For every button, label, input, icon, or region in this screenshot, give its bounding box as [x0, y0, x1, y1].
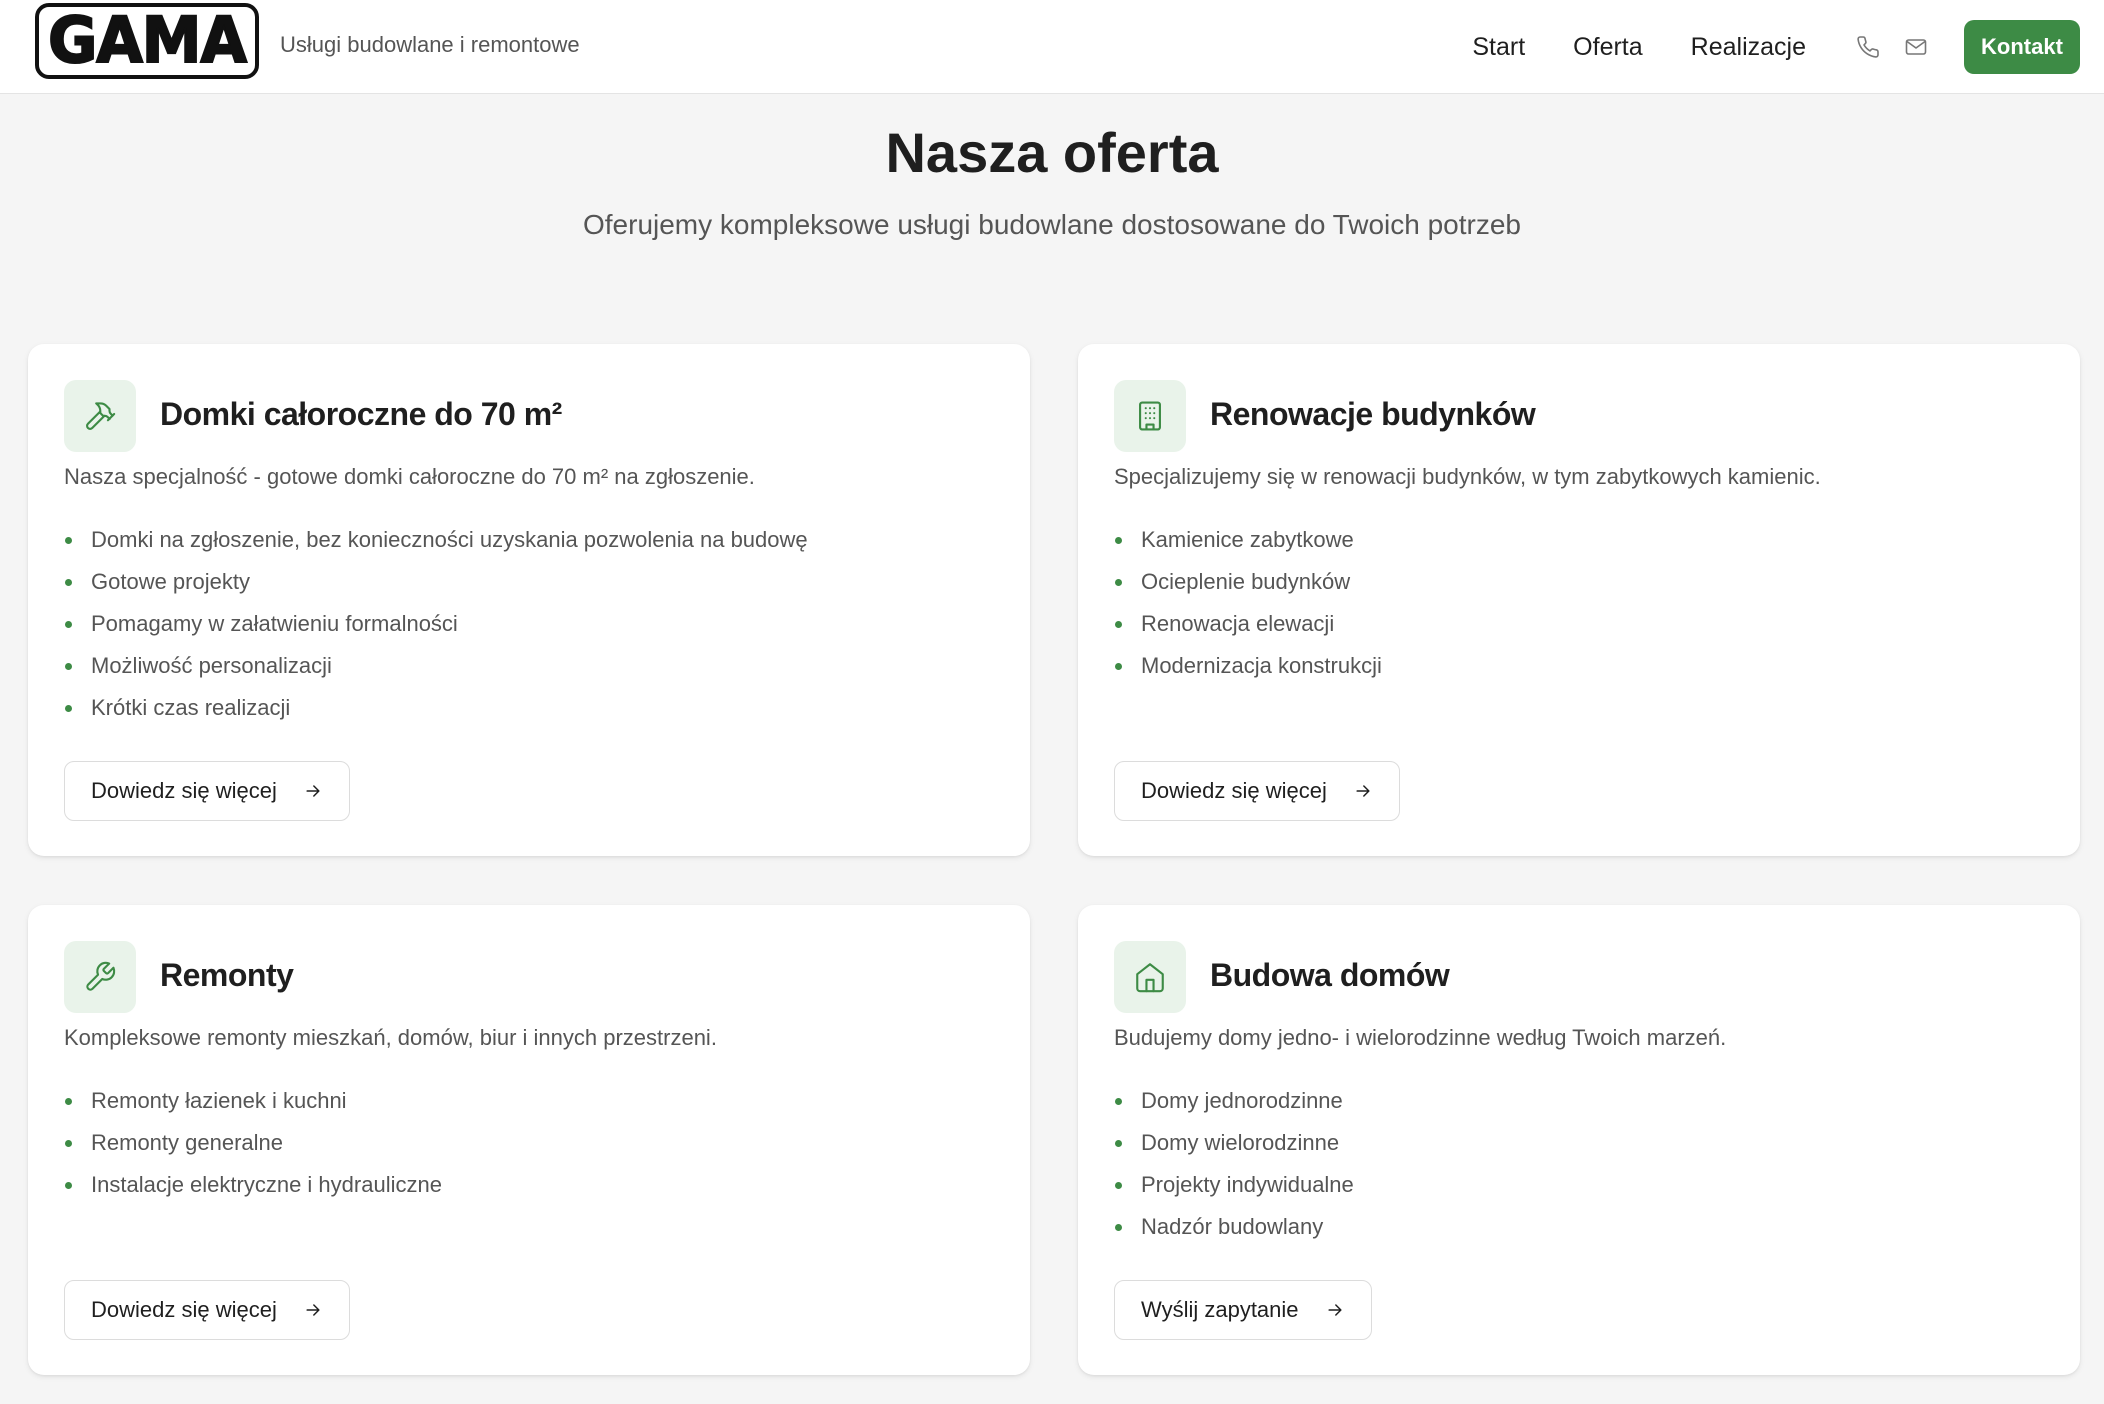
list-item: Domki na zgłoszenie, bez konieczności uzyskania pozwolenia na budowę — [64, 526, 808, 568]
tagline: Usługi budowlane i remontowe — [280, 32, 580, 57]
hammer-icon — [64, 380, 136, 452]
offer-card-domki — [28, 344, 1030, 856]
phone-icon[interactable] — [1854, 33, 1882, 61]
list-item: Modernizacja konstrukcji — [1114, 652, 1382, 694]
logo-text: GAMA — [48, 4, 246, 78]
main-nav — [1472, 0, 2104, 94]
nav-link-realizacje[interactable]: Realizacje — [1690, 32, 1806, 61]
learn-more-button[interactable] — [64, 1280, 350, 1340]
list-item: Domy jednorodzinne — [1114, 1087, 1354, 1129]
button-label: Dowiedz się więcej — [91, 1297, 277, 1322]
list-item: Remonty łazienek i kuchni — [64, 1087, 442, 1129]
wrench-icon — [64, 941, 136, 1013]
button-label: Wyślij zapytanie — [1141, 1297, 1299, 1322]
list-item: Remonty generalne — [64, 1129, 442, 1171]
arrow-right-icon — [1325, 1300, 1345, 1320]
offer-card-renowacje — [1078, 344, 2080, 856]
card-description: Budujemy domy jedno- i wielorodzinne według Twoich marzeń. — [1114, 1025, 1727, 1050]
feature-list — [1114, 526, 1382, 694]
nav-link-oferta[interactable]: Oferta — [1573, 32, 1643, 61]
contact-button[interactable]: Kontakt — [1964, 20, 2080, 74]
logo[interactable] — [35, 3, 259, 79]
list-item: Instalacje elektryczne i hydrauliczne — [64, 1171, 442, 1213]
arrow-right-icon — [303, 1300, 323, 1320]
button-label: Dowiedz się więcej — [1141, 778, 1327, 803]
button-label: Dowiedz się więcej — [91, 778, 277, 803]
arrow-right-icon — [303, 781, 323, 801]
card-description: Kompleksowe remonty mieszkań, domów, biur i innych przestrzeni. — [64, 1025, 717, 1050]
card-title: Budowa domów — [1210, 957, 1450, 993]
list-item: Nadzór budowlany — [1114, 1213, 1354, 1255]
list-item: Pomagamy w załatwieniu formalności — [64, 610, 808, 652]
list-item: Krótki czas realizacji — [64, 694, 808, 736]
building-icon — [1114, 380, 1186, 452]
send-inquiry-button[interactable] — [1114, 1280, 1372, 1340]
mail-icon[interactable] — [1902, 33, 1930, 61]
list-item: Kamienice zabytkowe — [1114, 526, 1382, 568]
card-title: Renowacje budynków — [1210, 396, 1536, 432]
card-description: Specjalizujemy się w renowacji budynków, w tym zabytkowych kamienic. — [1114, 464, 1821, 489]
nav-link-start[interactable]: Start — [1472, 32, 1526, 61]
feature-list — [64, 526, 808, 736]
card-description: Nasza specjalność - gotowe domki całoroczne do 70 m² na zgłoszenie. — [64, 464, 755, 489]
list-item: Gotowe projekty — [64, 568, 808, 610]
learn-more-button[interactable] — [1114, 761, 1400, 821]
offer-card-budowa — [1078, 905, 2080, 1375]
card-title: Domki całoroczne do 70 m² — [160, 396, 562, 432]
list-item: Projekty indywidualne — [1114, 1171, 1354, 1213]
offer-card-remonty — [28, 905, 1030, 1375]
house-icon — [1114, 941, 1186, 1013]
list-item: Domy wielorodzinne — [1114, 1129, 1354, 1171]
site-header — [0, 0, 2104, 94]
arrow-right-icon — [1353, 781, 1373, 801]
section-title: Nasza oferta — [885, 121, 1219, 184]
learn-more-button[interactable] — [64, 761, 350, 821]
section-subtitle: Oferujemy kompleksowe usługi budowlane dostosowane do Twoich potrzeb — [582, 209, 1521, 240]
feature-list — [64, 1087, 442, 1213]
list-item: Ocieplenie budynków — [1114, 568, 1382, 610]
list-item: Renowacja elewacji — [1114, 610, 1382, 652]
list-item: Możliwość personalizacji — [64, 652, 808, 694]
feature-list — [1114, 1087, 1354, 1255]
card-title: Remonty — [160, 957, 294, 993]
